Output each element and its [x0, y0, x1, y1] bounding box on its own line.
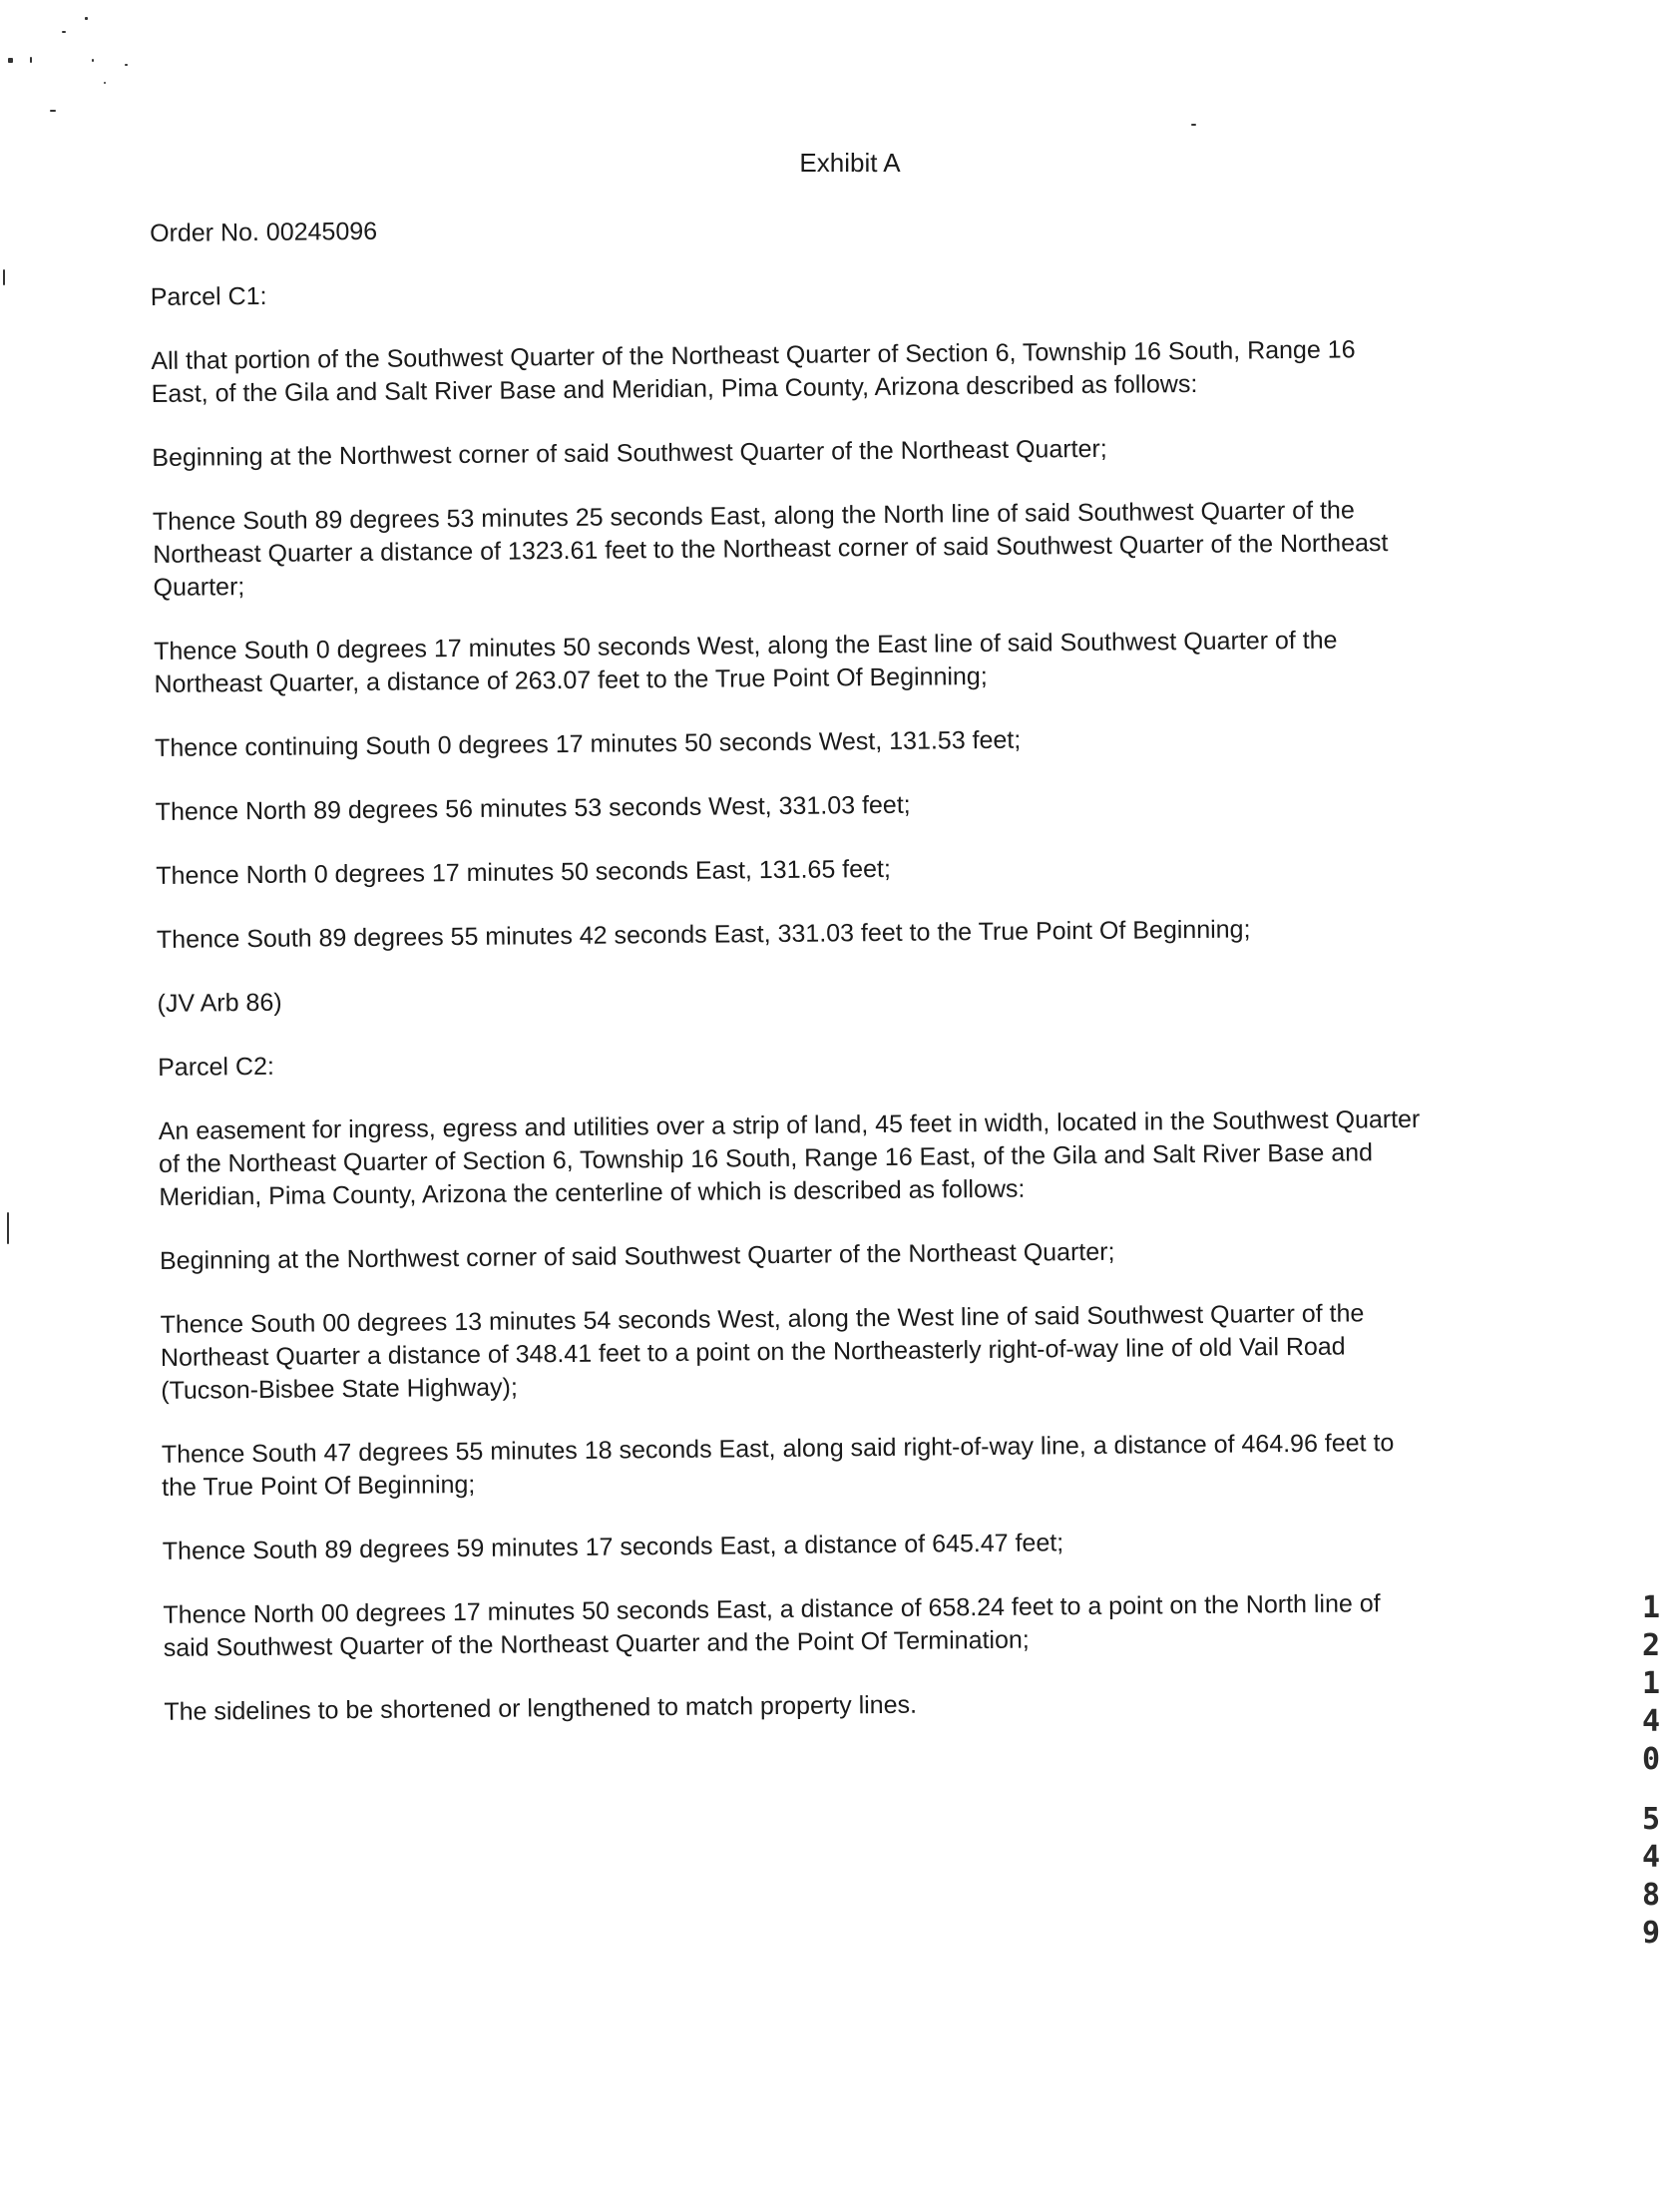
- parcel-c1-heading: Parcel C1:: [150, 281, 267, 311]
- parcel-c1-beginning: [152, 428, 1568, 475]
- stamp-digit: 9: [1641, 1916, 1661, 1951]
- scan-speck: [3, 269, 5, 285]
- text-line: The sidelines to be shortened or lengthened to match property lines.: [164, 1690, 918, 1726]
- text-line: Thence South 89 degrees 53 minutes 25 seconds East, along the North line of said Southwest Quarter of the: [152, 496, 1355, 536]
- stamp-digit: 4: [1641, 1704, 1661, 1739]
- stamp-digit: 0: [1641, 1742, 1661, 1777]
- text-line: Meridian, Pima County, Arizona the centerline of which is described as follows:: [159, 1174, 1026, 1211]
- text-line: Thence South 00 degrees 13 minutes 54 seconds West, along the West line of said Southwest Quarter of the: [160, 1299, 1365, 1339]
- text-line: Quarter;: [153, 573, 245, 602]
- scan-speck: [92, 59, 94, 62]
- legal-description: [150, 204, 1581, 1760]
- scan-speck: [62, 31, 66, 33]
- recording-number-stamp: [1636, 1589, 1666, 1953]
- text-line: Thence South 89 degrees 59 minutes 17 seconds East, a distance of 645.47 feet;: [162, 1529, 1064, 1565]
- parcel-c2-course-2: [162, 1425, 1579, 1505]
- parcel-c1-course-5: [156, 846, 1572, 893]
- parcel-c2-course-1: [161, 1295, 1578, 1408]
- stamp-digit: 5: [1641, 1802, 1661, 1837]
- parcel-c2-heading: Parcel C2:: [158, 1052, 275, 1082]
- text-line: An easement for ingress, egress and utilities over a strip of land, 45 feet in width, located in the Southwest Quarter: [158, 1104, 1421, 1145]
- stamp-digit: 2: [1641, 1628, 1661, 1663]
- text-line: (Tucson-Bisbee State Highway);: [161, 1373, 518, 1405]
- scan-speck: [104, 82, 106, 84]
- text-line: Beginning at the Northwest corner of said Southwest Quarter of the Northeast Quarter;: [152, 434, 1107, 472]
- text-line: Beginning at the Northwest corner of said Southwest Quarter of the Northeast Quarter;: [159, 1237, 1115, 1275]
- parcel-c1-course-4: [156, 782, 1572, 829]
- text-line: Thence North 00 degrees 17 minutes 50 seconds East, a distance of 658.24 feet to a point on the North line of: [163, 1589, 1381, 1629]
- stamp-digit: 8: [1641, 1878, 1661, 1913]
- text-line: Northeast Quarter a distance of 348.41 feet to a point on the Northeasterly right-of-way line of old Vail Road: [160, 1332, 1346, 1372]
- stamp-digit: 4: [1641, 1840, 1661, 1875]
- text-line: East, of the Gila and Salt River Base and Meridian, Pima County, Arizona described as follows:: [151, 369, 1198, 408]
- parcel-c2-course-4: [163, 1585, 1580, 1665]
- stamp-digit: 1: [1641, 1666, 1661, 1701]
- text-line: Thence North 0 degrees 17 minutes 50 seconds East, 131.65 feet;: [156, 854, 892, 890]
- text-line: the True Point Of Beginning;: [162, 1470, 476, 1502]
- parcel-c1-course-3: [155, 718, 1571, 765]
- text-line: Northeast Quarter, a distance of 263.07 feet to the True Point Of Beginning;: [154, 661, 988, 698]
- text-line: Thence South 0 degrees 17 minutes 50 seconds West, along the East line of said Southwest Quarter of the: [154, 626, 1338, 665]
- text-line: said Southwest Quarter of the Northeast Quarter and the Point Of Termination;: [163, 1625, 1030, 1662]
- parcel-c2-sidelines: [164, 1682, 1580, 1729]
- scan-speck: [85, 17, 88, 20]
- parcel-c1-course-6: [157, 910, 1573, 957]
- order-number: Order No. 00245096: [150, 217, 378, 247]
- text-line: Thence South 47 degrees 55 minutes 18 seconds East, along said right-of-way line, a distance of 464.96 feet to: [161, 1429, 1395, 1469]
- parcel-c2-intro: [159, 1102, 1576, 1214]
- exhibit-title: Exhibit A: [799, 148, 901, 178]
- scan-speck: [50, 110, 56, 112]
- parcel-c1-intro: [151, 331, 1568, 411]
- stamp-digit: 1: [1641, 1590, 1661, 1625]
- text-line: Thence South 89 degrees 55 minutes 42 seconds East, 331.03 feet to the True Point Of Beginning;: [156, 915, 1251, 954]
- text-line: of the Northeast Quarter of Section 6, Township 16 South, Range 16 East, of the Gila and Salt River Base and: [158, 1138, 1374, 1178]
- parcel-c1-course-2: [154, 622, 1571, 701]
- text-line: Northeast Quarter a distance of 1323.61 feet to the Northeast corner of said Southwest Quarter of the Northeast: [153, 529, 1389, 569]
- parcel-c1-note: (JV Arb 86): [157, 988, 282, 1018]
- scan-speck: [8, 58, 13, 63]
- text-line: All that portion of the Southwest Quarter of the Northeast Quarter of Section 6, Township 16 South, Range 16: [151, 335, 1356, 375]
- parcel-c1-course-1: [153, 492, 1570, 605]
- scan-speck: [30, 57, 32, 63]
- scan-speck: [1191, 124, 1196, 126]
- text-line: Thence North 89 degrees 56 minutes 53 seconds West, 331.03 feet;: [155, 790, 911, 826]
- parcel-c2-course-3: [163, 1522, 1579, 1568]
- scan-speck: [125, 64, 128, 66]
- stamp-gap: [1636, 1779, 1666, 1801]
- scan-speck: [7, 1212, 9, 1244]
- parcel-c2-beginning: [160, 1231, 1576, 1278]
- text-line: Thence continuing South 0 degrees 17 minutes 50 seconds West, 131.53 feet;: [154, 725, 1022, 762]
